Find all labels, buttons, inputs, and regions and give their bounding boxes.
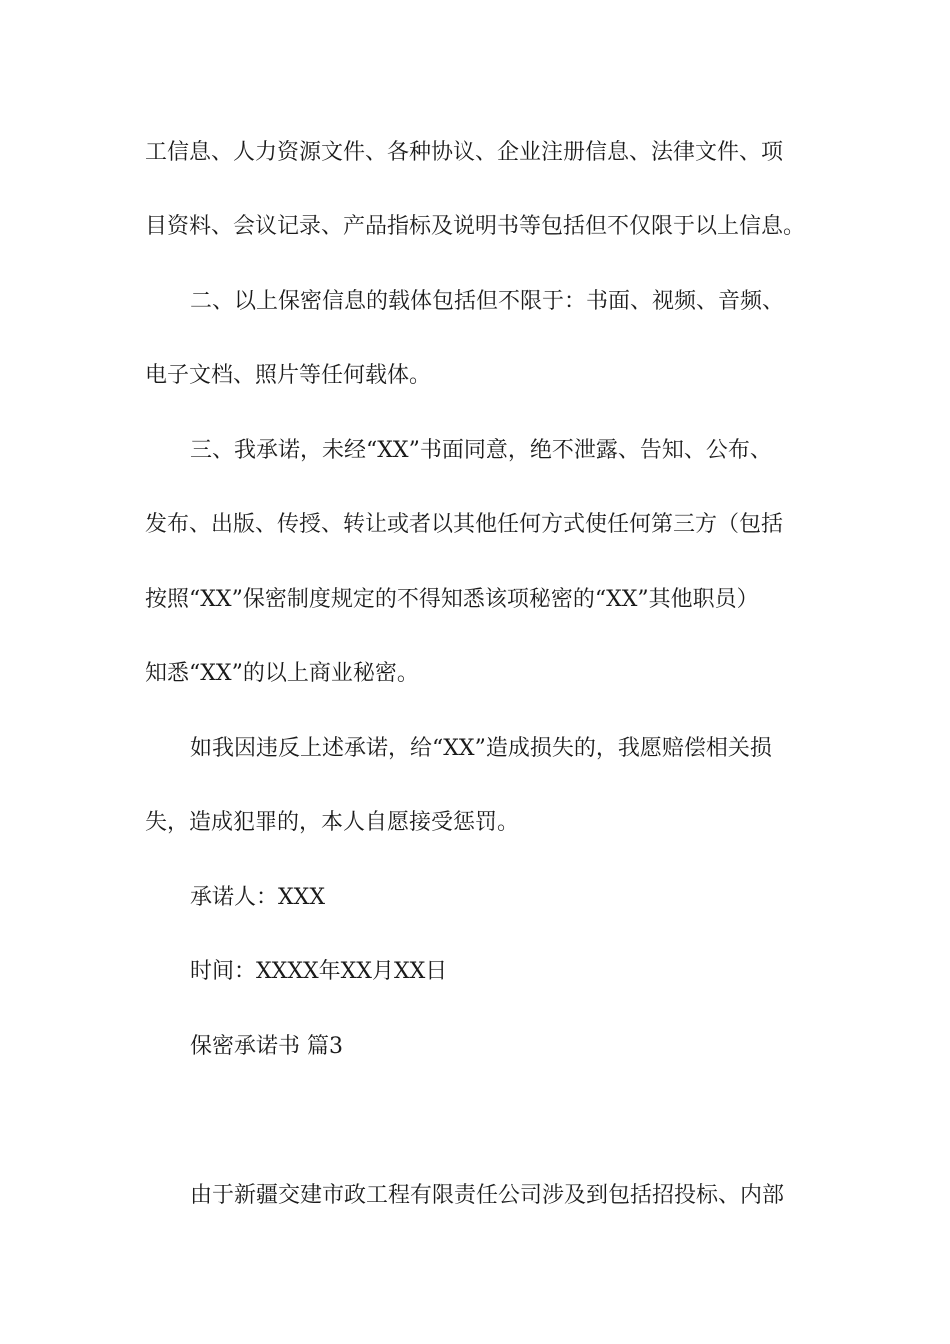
date-line: 时间：XXXX年XX月XX日 — [190, 959, 448, 984]
paragraph-line: 如我因违反上述承诺，给“XX”造成损失的，我愿赔偿相关损 — [190, 736, 772, 761]
paragraph-line: 由于新疆交建市政工程有限责任公司涉及到包括招投标、内部 — [190, 1183, 785, 1208]
signatory-line: 承诺人：XXX — [190, 885, 325, 910]
paragraph-line: 按照“XX”保密制度规定的不得知悉该项秘密的“XX”其他职员） — [145, 587, 759, 612]
paragraph-line: 知悉“XX”的以上商业秘密。 — [145, 661, 419, 686]
paragraph-line: 失，造成犯罪的，本人自愿接受惩罚。 — [145, 810, 520, 835]
paragraph-line: 二、以上保密信息的载体包括但不限于：书面、视频、音频、 — [190, 289, 785, 314]
paragraph-line: 三、我承诺，未经“XX”书面同意，绝不泄露、告知、公布、 — [190, 438, 772, 463]
paragraph-line: 目资料、会议记录、产品指标及说明书等包括但不仅限于以上信息。 — [145, 214, 806, 239]
paragraph-line: 工信息、人力资源文件、各种协议、企业注册信息、法律文件、项 — [145, 140, 784, 165]
paragraph-line: 发布、出版、传授、转让或者以其他任何方式使任何第三方（包括 — [145, 512, 784, 537]
section-heading: 保密承诺书 篇3 — [190, 1034, 343, 1059]
paragraph-line: 电子文档、照片等任何载体。 — [145, 363, 432, 388]
